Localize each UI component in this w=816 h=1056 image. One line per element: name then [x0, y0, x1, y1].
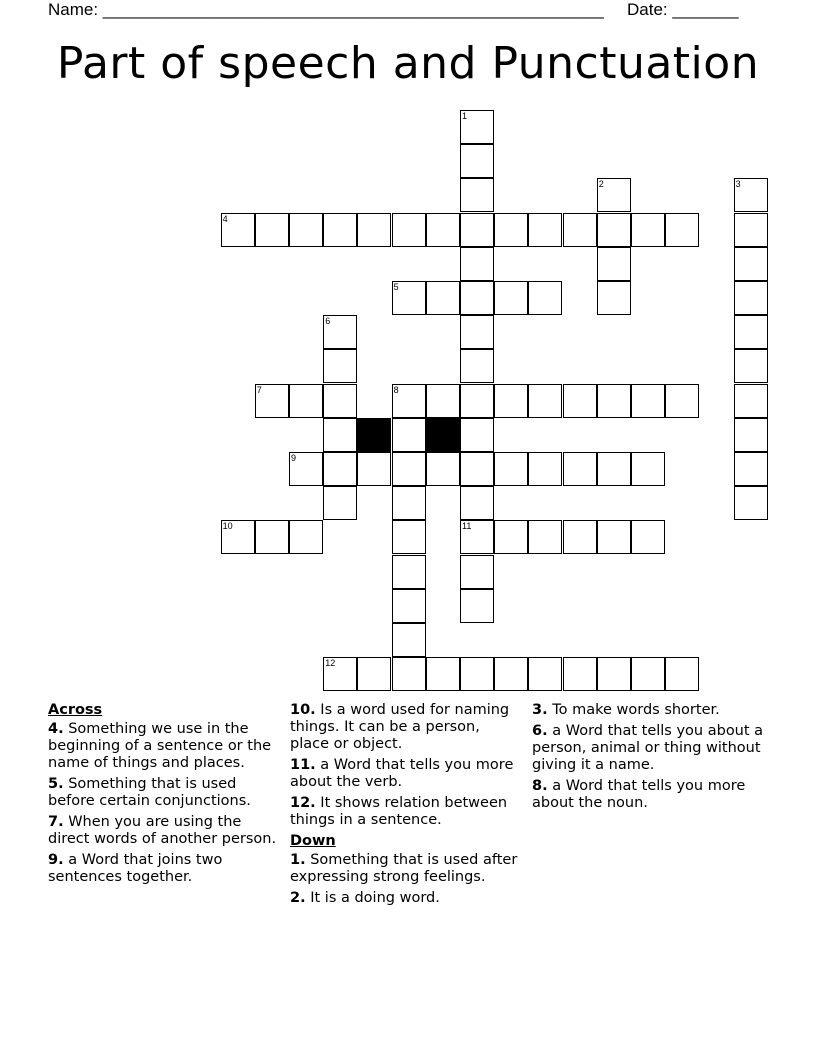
clue-list	[48, 721, 280, 886]
cell-number: 2	[598, 179, 604, 190]
grid-cell[interactable]	[460, 213, 494, 247]
clues-column-3	[532, 702, 764, 816]
grid-cell[interactable]	[734, 315, 768, 349]
grid-cell[interactable]	[392, 657, 426, 691]
clue-list	[290, 852, 522, 907]
grid-cell[interactable]	[597, 247, 631, 281]
grid-cell[interactable]	[289, 384, 323, 418]
grid-cell[interactable]	[357, 657, 391, 691]
clue-item	[290, 795, 522, 829]
grid-cell[interactable]	[631, 657, 665, 691]
clue-number: 10.	[290, 702, 316, 718]
grid-cell[interactable]	[323, 384, 357, 418]
clue-text: a Word that tells you more about the noun.	[532, 778, 746, 811]
grid-cell[interactable]	[460, 178, 494, 212]
cell-number: 11	[462, 521, 472, 532]
grid-cell[interactable]	[323, 452, 357, 486]
clue-number: 7.	[48, 814, 64, 830]
grid-cell[interactable]	[494, 520, 528, 554]
grid-cell[interactable]	[426, 281, 460, 315]
clue-number: 12.	[290, 795, 316, 811]
grid-cell[interactable]	[734, 418, 768, 452]
black-square	[426, 418, 460, 452]
grid-cell[interactable]	[221, 213, 255, 247]
grid-cell[interactable]	[665, 384, 699, 418]
grid-cell[interactable]	[734, 213, 768, 247]
grid-cell[interactable]	[460, 555, 494, 589]
grid-cell[interactable]	[563, 520, 597, 554]
clue-item	[290, 852, 522, 886]
grid-cell[interactable]	[426, 452, 460, 486]
grid-cell[interactable]	[392, 418, 426, 452]
grid-cell[interactable]	[631, 520, 665, 554]
grid-cell[interactable]	[392, 623, 426, 657]
grid-cell[interactable]	[597, 520, 631, 554]
grid-cell[interactable]	[494, 452, 528, 486]
grid-cell[interactable]	[426, 384, 460, 418]
clue-number: 6.	[532, 723, 548, 739]
grid-cell[interactable]	[494, 281, 528, 315]
grid-cell[interactable]	[734, 384, 768, 418]
clue-item	[532, 702, 764, 719]
cell-number: 6	[325, 316, 331, 327]
grid-cell[interactable]	[734, 349, 768, 383]
grid-cell[interactable]	[734, 486, 768, 520]
grid-cell[interactable]	[357, 452, 391, 486]
clue-item	[532, 723, 764, 774]
grid-cell[interactable]	[392, 589, 426, 623]
grid-cell[interactable]	[392, 555, 426, 589]
cell-number: 5	[393, 282, 399, 292]
grid-cell[interactable]	[563, 657, 597, 691]
grid-cell[interactable]	[323, 349, 357, 383]
grid-cell[interactable]	[460, 452, 494, 486]
cell-number: 4	[222, 213, 228, 224]
clue-text: To make words shorter.	[552, 702, 720, 718]
grid-cell[interactable]	[357, 213, 391, 247]
date-field-label: Date: _______	[627, 0, 739, 19]
clue-number: 9.	[48, 852, 64, 868]
grid-cell[interactable]	[323, 418, 357, 452]
grid-cell[interactable]	[734, 452, 768, 486]
clue-item	[48, 776, 280, 810]
grid-cell[interactable]	[392, 486, 426, 520]
grid-cell[interactable]	[597, 452, 631, 486]
grid-cell[interactable]	[289, 452, 323, 486]
clue-text: It shows relation between things in a sentence.	[290, 795, 508, 828]
clue-item	[48, 721, 280, 772]
grid-cell[interactable]	[460, 589, 494, 623]
grid-cell[interactable]	[563, 452, 597, 486]
cell-number: 9	[291, 453, 297, 463]
clue-number: 5.	[48, 776, 64, 792]
grid-cell[interactable]	[528, 520, 562, 554]
grid-cell[interactable]	[631, 213, 665, 247]
grid-cell[interactable]	[631, 384, 665, 418]
grid-cell[interactable]	[528, 384, 562, 418]
clue-text: When you are using the direct words of another person.	[48, 814, 277, 847]
grid-cell[interactable]	[494, 384, 528, 418]
grid-cell[interactable]	[563, 213, 597, 247]
grid-cell[interactable]	[631, 452, 665, 486]
clue-text: Something that is used before certain conjunctions.	[48, 776, 251, 809]
grid-cell[interactable]	[392, 213, 426, 247]
grid-cell[interactable]	[323, 315, 357, 349]
clue-text: a Word that tells you more about the verb.	[290, 757, 514, 790]
grid-cell[interactable]	[597, 657, 631, 691]
clue-item	[48, 852, 280, 886]
page-title: Part of speech and Punctuation	[56, 38, 760, 89]
clue-number: 2.	[290, 890, 306, 906]
grid-cell[interactable]	[460, 418, 494, 452]
cell-number: 10	[222, 521, 233, 532]
cell-number: 1	[462, 111, 468, 121]
clue-number: 3.	[532, 702, 548, 718]
clue-item	[532, 778, 764, 812]
grid-cell[interactable]	[597, 178, 631, 212]
clues-column-2	[290, 702, 522, 911]
grid-cell[interactable]	[460, 486, 494, 520]
grid-cell[interactable]	[392, 281, 426, 315]
grid-cell[interactable]	[392, 452, 426, 486]
grid-cell[interactable]	[460, 247, 494, 281]
grid-cell[interactable]	[460, 384, 494, 418]
cell-number: 3	[735, 179, 741, 190]
grid-cell[interactable]	[392, 384, 426, 418]
clue-list	[532, 702, 764, 812]
clue-text: a Word that joins two sentences together.	[48, 852, 223, 885]
clue-item	[290, 702, 522, 753]
cell-number: 7	[256, 384, 262, 395]
grid-cell[interactable]	[323, 657, 357, 691]
grid-cell[interactable]	[460, 144, 494, 178]
grid-cell[interactable]	[665, 657, 699, 691]
grid-cell[interactable]	[734, 178, 768, 212]
clue-item	[290, 890, 522, 907]
clue-number: 11.	[290, 757, 316, 773]
grid-cell[interactable]	[528, 213, 562, 247]
grid-cell[interactable]	[597, 281, 631, 315]
grid-cell[interactable]	[460, 110, 494, 144]
grid-cell[interactable]	[460, 315, 494, 349]
clue-item	[48, 814, 280, 848]
grid-cell[interactable]	[665, 213, 699, 247]
cell-number: 8	[393, 384, 399, 395]
grid-cell[interactable]	[289, 520, 323, 554]
clue-number: 4.	[48, 721, 64, 737]
grid-cell[interactable]	[734, 281, 768, 315]
grid-cell[interactable]	[323, 213, 357, 247]
grid-cell[interactable]	[460, 349, 494, 383]
clue-list	[290, 702, 522, 829]
clue-text: Something we use in the beginning of a sentence or the name of things and places.	[48, 721, 272, 771]
grid-cell[interactable]	[221, 520, 255, 554]
clue-text: Is a word used for naming things. It can be a person, place or object.	[290, 702, 510, 752]
name-field-label: Name: _____________________________________________________	[48, 0, 604, 19]
grid-cell[interactable]	[460, 520, 494, 554]
grid-cell[interactable]	[426, 657, 460, 691]
grid-cell[interactable]	[323, 486, 357, 520]
grid-cell[interactable]	[494, 657, 528, 691]
cell-number: 12	[325, 658, 336, 669]
clues-column-1	[48, 702, 280, 890]
clue-text: a Word that tells you about a person, animal or thing without giving it a name.	[532, 723, 764, 773]
clue-number: 1.	[290, 852, 306, 868]
grid-cell[interactable]	[597, 384, 631, 418]
grid-cell[interactable]	[255, 384, 289, 418]
grid-cell[interactable]	[460, 657, 494, 691]
grid-cell[interactable]	[597, 213, 631, 247]
clue-item	[290, 757, 522, 791]
grid-cell[interactable]	[255, 213, 289, 247]
grid-cell[interactable]	[255, 520, 289, 554]
grid-cell[interactable]	[494, 213, 528, 247]
across-heading: Across	[48, 702, 103, 718]
grid-cell[interactable]	[426, 213, 460, 247]
grid-cell[interactable]	[528, 657, 562, 691]
grid-cell[interactable]	[289, 213, 323, 247]
down-heading: Down	[290, 833, 336, 849]
clue-text: Something that is used after expressing strong feelings.	[290, 852, 518, 885]
grid-cell[interactable]	[734, 247, 768, 281]
grid-cell[interactable]	[563, 384, 597, 418]
grid-cell[interactable]	[392, 520, 426, 554]
grid-cell[interactable]	[528, 281, 562, 315]
clue-text: It is a doing word.	[310, 890, 440, 906]
black-square	[357, 418, 391, 452]
clue-number: 8.	[532, 778, 548, 794]
grid-cell[interactable]	[460, 281, 494, 315]
grid-cell[interactable]	[528, 452, 562, 486]
